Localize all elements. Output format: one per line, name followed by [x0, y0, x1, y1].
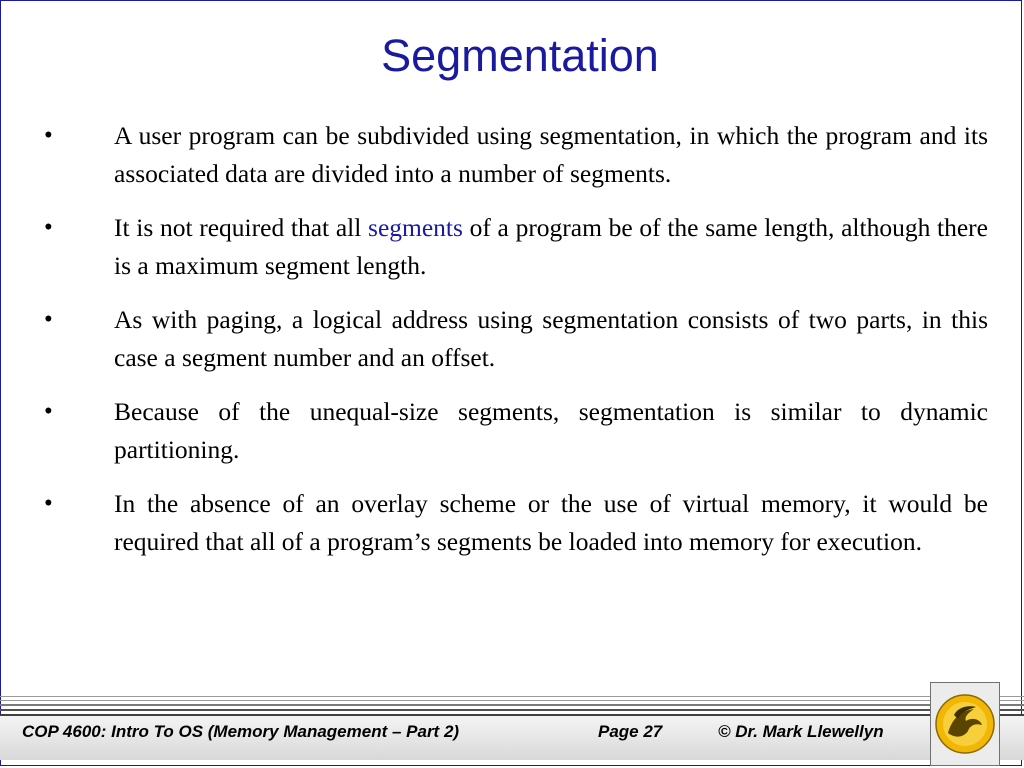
ucf-pegasus-logo-icon [934, 693, 996, 755]
bullet-list [38, 117, 988, 577]
bullet-text: of a program be of the same length, although there is a maximum segment length. [114, 213, 988, 280]
bullet-item [38, 485, 988, 560]
bullet-text: Because of the unequal-size segments, segmentation is similar to dynamic partitioning. [114, 397, 988, 464]
bullet-marker: • [44, 490, 53, 517]
bullet-item [38, 301, 988, 376]
footer-page-number: Page 27 [598, 722, 663, 741]
footer-author: © Dr. Mark Llewellyn [718, 722, 884, 741]
footer-course-title: COP 4600: Intro To OS (Memory Management – Part 2) [22, 722, 460, 741]
bullet-marker: • [44, 306, 53, 333]
bullet-marker: • [44, 122, 53, 149]
logo-box [930, 682, 1000, 766]
slide-title: Segmentation [381, 30, 659, 81]
bullet-item [38, 393, 988, 468]
footer-decoration-lines [0, 696, 1024, 714]
bullet-item [38, 117, 988, 192]
bullet-text: In the absence of an overlay scheme or the use of virtual memory, it would be required that all of a program’s segments be loaded into memory for execution. [114, 489, 988, 556]
bullet-highlighted-text: segments [368, 213, 463, 242]
bullet-text: A user program can be subdivided using segmentation, in which the program and its associated data are divided into a number of segments. [114, 121, 988, 188]
bullet-marker: • [44, 214, 53, 241]
bullet-marker: • [44, 398, 53, 425]
bullet-item [38, 209, 988, 284]
bullet-text: It is not required that all [114, 213, 369, 242]
bullet-text: As with paging, a logical address using segmentation consists of two parts, in this case a segment number and an offset. [114, 305, 988, 372]
